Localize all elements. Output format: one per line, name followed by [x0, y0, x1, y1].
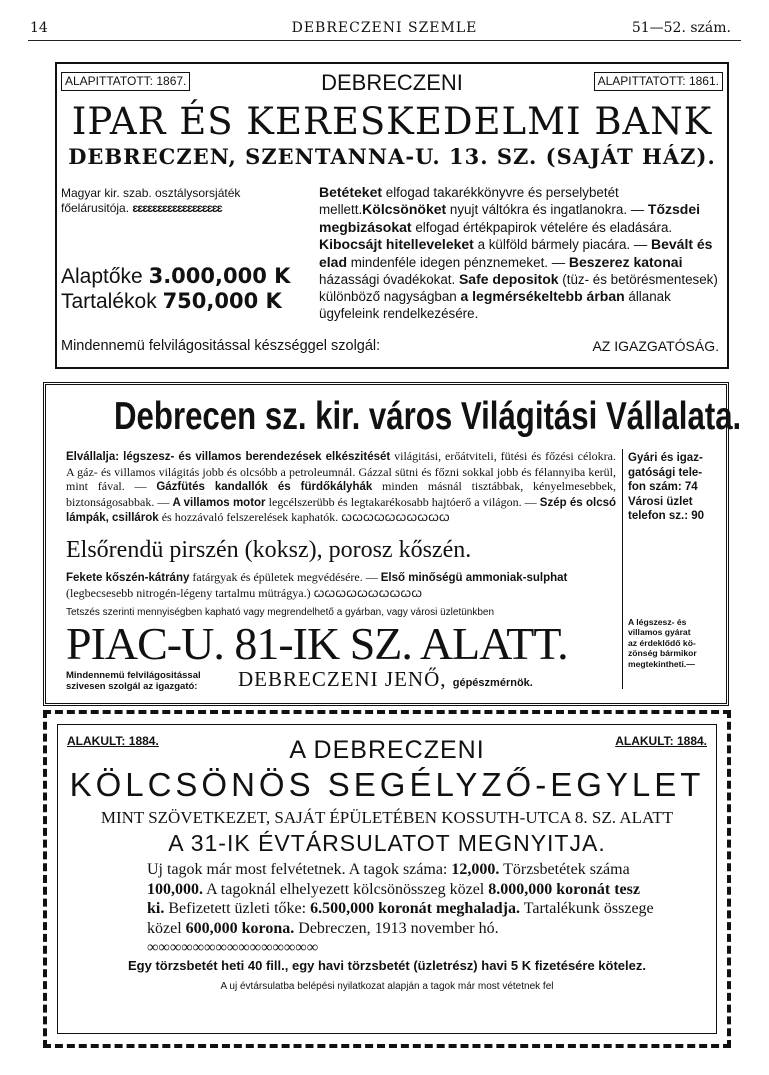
- lighting-description: [66, 449, 616, 526]
- coop-text: A tagoknál elhelyezett kölcsönösszeg közel: [203, 880, 489, 898]
- visit-info: [628, 617, 720, 669]
- lighting-title: Debrecen sz. kir. város Világitási Vállalata.: [114, 395, 742, 438]
- running-header: [28, 18, 741, 41]
- lottery-line: főelárusitója.: [61, 201, 130, 215]
- manager-name: DEBRECZENI JENŐ,: [238, 667, 447, 691]
- service-bold: Safe depositok: [458, 271, 559, 288]
- visit-line: A légszesz- és: [628, 617, 687, 627]
- coop-text: Uj tagok már most felvétetnek. A tagok száma:: [147, 861, 452, 878]
- coop-bold: 6.500,000 koronát meghaladja.: [310, 900, 520, 917]
- column-divider: [622, 449, 623, 689]
- phone-line: Városi üzlet: [628, 495, 693, 508]
- service-bold: Bevált és elad: [319, 236, 713, 270]
- footer-left-text: Mindennemü felvilágositással készséggel szolgál:: [61, 338, 381, 354]
- lighting-company-advertisement: [43, 382, 742, 706]
- coop-text: Tartalékunk összege közel: [147, 900, 654, 937]
- service-text: nyujt váltókra és ingatlanokra. —: [446, 202, 648, 218]
- lighting-bold: Gázfütés kandallók és fürdőkályhák: [156, 481, 373, 494]
- service-text: a külföld bármely piacára. —: [473, 237, 651, 253]
- info-line: Mindennemü felvilágositással: [66, 670, 201, 681]
- service-text: elfogad takarékkönyvre és perselybetét mellett.: [319, 185, 619, 218]
- manager-title: gépészmérnök.: [452, 677, 533, 689]
- store-address: PIAC-U. 81-IK SZ. ALATT.: [66, 618, 568, 669]
- tar-bold: Első minőségü ammoniak-sulphat: [380, 572, 568, 584]
- issue-number: 51—52. szám.: [631, 20, 731, 36]
- coop-text: Befizetett üzleti tőke:: [164, 900, 311, 917]
- cooperative-advertisement: [43, 710, 731, 1048]
- service-bold: Beszerez katonai: [568, 253, 683, 270]
- bank-advertisement: [55, 62, 729, 369]
- lighting-bold: Elvállalja: légszesz- és villamos berendezések elkészitését: [66, 451, 391, 463]
- visit-line: az érdeklődő kö-: [628, 637, 696, 648]
- founded-left: ALAKULT: 1884.: [67, 734, 159, 748]
- lighting-text: és hozzávaló felszerelések kaphatók. ꞷꞷꞷꞷꞷꞷꞷꞷꞷꞷ: [158, 510, 450, 525]
- info-line: szivesen szolgál az igazgató:: [66, 681, 198, 692]
- capital-figures: [61, 264, 290, 314]
- lighting-text: világitási, erőátviteli, fütési és főzési célokra. A gáz- és villamos világitás jobb és olcsóbb a petroleumnál. Gázzal sütni és főzni sokkal jobb és félannyiba kerül, mint fával. —: [66, 449, 616, 494]
- coop-city: A DEBRECZENI: [289, 736, 485, 764]
- bank-name: IPAR ÉS KERESKEDELMI BANK: [71, 100, 713, 143]
- service-bold: Kölcsönöket: [362, 201, 447, 218]
- service-bold: Kibocsájt hitelleveleket: [319, 236, 474, 253]
- lighting-bold: Szép és olcsó lámpák, csillárok: [66, 496, 617, 525]
- lighting-bold: A villamos motor: [172, 496, 266, 509]
- tar-text: fatárgyak és épületek megvédésére. —: [189, 570, 381, 584]
- coop-bold: 100,000.: [147, 880, 203, 898]
- coop-bold: 12,000.: [451, 861, 500, 878]
- service-text: állanak ügyfeleink rendelkezésére.: [319, 289, 671, 321]
- fee-line: Egy törzsbetét heti 40 fill., egy havi törzsbetét (üzletrész) havi 5 K fizetésére kötelez.: [128, 958, 646, 973]
- bank-city: DEBRECZENI: [321, 70, 463, 95]
- founded-right: ALAKULT: 1884.: [615, 734, 707, 748]
- page-number: 14: [30, 20, 48, 36]
- lottery-line: Magyar kir. szab. osztálysorsjáték: [61, 186, 241, 200]
- tar-text: (legbecsesebb nitrogén-légeny tartalmu mütrágya.) ꞷꞷꞷꞷꞷꞷꞷꞷꞷꞷ: [66, 585, 423, 600]
- visit-line: villamos gyárat: [628, 627, 691, 638]
- availability-note: Tetszés szerinti mennyiségben kapható vagy megrendelhető a gyárban, vagy városi üzletünkben: [66, 607, 495, 618]
- coop-bold: 8.000,000 koronát tesz ki.: [147, 880, 640, 917]
- footer-signature: AZ IGAZGATÓSÁG.: [592, 338, 719, 354]
- phone-line: Gyári és igaz-: [628, 452, 703, 464]
- phone-line: gatósági tele-: [628, 466, 703, 479]
- reserve-label: Tartalékok: [61, 290, 157, 313]
- service-text: mindenféle idegen pénznemeket. —: [347, 254, 569, 270]
- service-bold: a legmérsékeltebb árban: [460, 288, 625, 305]
- service-text: (tüz- és betörésmentesek) különböző nagyságban: [319, 272, 718, 305]
- coop-body: [147, 860, 657, 958]
- coop-text: Debreczen, 1913 november hó. ∞∞∞∞∞∞∞∞∞∞∞∞∞∞∞: [147, 919, 499, 956]
- manager-signature: [238, 667, 533, 692]
- reserve-value: 750,000 K: [162, 289, 282, 313]
- visit-line: megtekintheti.—: [628, 658, 695, 669]
- phone-line: fon szám: 74: [628, 481, 698, 493]
- service-bold: Tőzsdei megbizásokat: [319, 201, 701, 235]
- service-text: elfogad értékpapirok vételére és eladására.: [411, 219, 673, 235]
- phone-info: [628, 451, 720, 524]
- bank-footer: [61, 338, 719, 354]
- wavy-ornament: ɛɛɛɛɛɛɛɛɛɛɛɛɛɛɛɛɛɛ: [132, 201, 222, 215]
- phone-line: telefon sz.: 90: [628, 510, 705, 522]
- capital-label: Alaptőke: [61, 265, 143, 288]
- coop-text: Törzsbetétek száma: [499, 861, 630, 878]
- coop-opens: A 31-IK ÉVTÁRSULATOT MEGNYITJA.: [168, 830, 606, 856]
- service-text: házassági óvadékokat.: [319, 272, 459, 288]
- service-bold: Betéteket: [319, 184, 383, 200]
- coal-heading: Elsőrendü pirszén (koksz), porosz kőszén.: [66, 537, 472, 563]
- capital-value: 3.000,000 K: [148, 264, 291, 288]
- founded-box-right: ALAPITTATOTT: 1861.: [594, 72, 723, 91]
- coop-bold: 600,000 korona.: [185, 919, 295, 937]
- journal-title: DEBRECZENI SZEMLE: [291, 20, 478, 36]
- lottery-note: [61, 186, 301, 216]
- tar-description: [66, 570, 616, 600]
- tar-bold: Fekete kőszén-kátrány: [66, 572, 190, 584]
- visit-line: zönség bármikor: [628, 648, 697, 659]
- lighting-text: legcélszerübb és legtakarékosabb hajtóerő a világon. —: [265, 494, 540, 509]
- coop-subtitle: MINT SZÖVETKEZET, SAJÁT ÉPÜLETÉBEN KOSSUTH-UTCA 8. SZ. ALATT: [100, 808, 674, 827]
- coop-name: KÖLCSÖNÖS SEGÉLYZŐ-EGYLET: [69, 766, 705, 803]
- bank-address: DEBRECZEN, SZENTANNA-U. 13. SZ. (SAJÁT HÁZ).: [68, 144, 716, 169]
- join-line: A uj évtársulatba belépési nyilatkozat alapján a tagok már most vétetnek fel: [220, 981, 554, 992]
- info-note: [66, 670, 201, 692]
- lighting-text: minden másnál tisztábbak, kényelmesebbek, biztonságosabbak. —: [66, 479, 617, 509]
- founded-box-left: ALAPITTATOTT: 1867.: [61, 72, 190, 91]
- services-list: [319, 184, 719, 322]
